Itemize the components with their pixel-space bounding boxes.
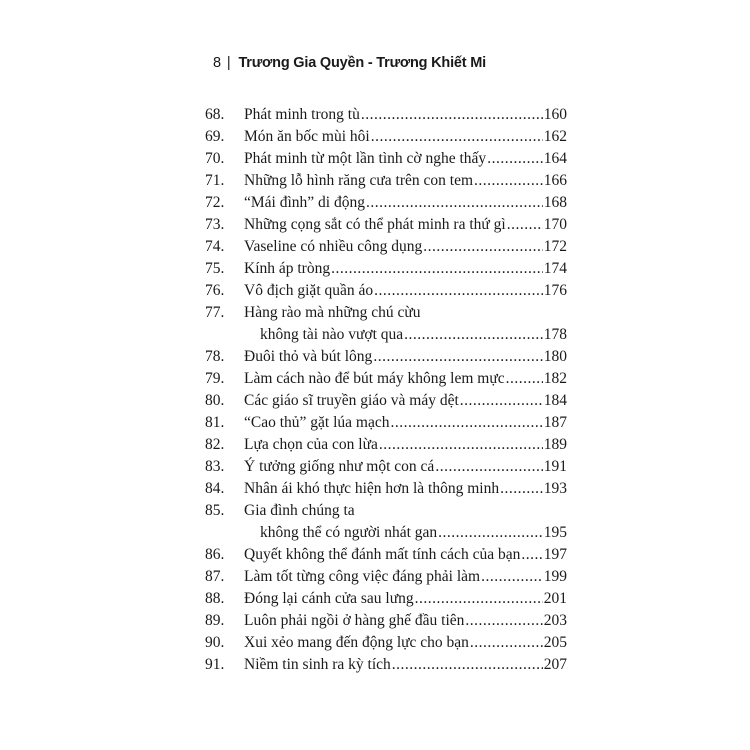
- toc-entry-number: 71.: [205, 172, 225, 189]
- toc-entry-body: [244, 148, 567, 170]
- toc-entry: [205, 390, 567, 412]
- toc-entry-title: Đóng lại cánh cửa sau lưng: [244, 590, 414, 607]
- toc-entry-number: 91.: [205, 656, 225, 673]
- toc-entry-page: 189: [543, 436, 567, 453]
- toc-entry-number: 78.: [205, 348, 225, 365]
- toc-entry-line: [244, 500, 567, 522]
- table-of-contents: [205, 104, 567, 676]
- toc-entry: [205, 214, 567, 236]
- toc-entry-title: Món ăn bốc mùi hôi: [244, 128, 370, 145]
- toc-entry-body: [244, 654, 567, 676]
- toc-entry-page: 187: [543, 414, 567, 431]
- toc-entry-body: [244, 302, 567, 346]
- toc-entry: [205, 192, 567, 214]
- toc-entry-line: [244, 214, 567, 236]
- toc-entry: [205, 566, 567, 588]
- header-separator: |: [226, 55, 231, 71]
- toc-entry-line: [244, 302, 567, 324]
- toc-entry-body: [244, 170, 567, 192]
- toc-entry: [205, 434, 567, 456]
- toc-leader-dots: [371, 126, 543, 148]
- toc-entry-page: 176: [543, 282, 567, 299]
- toc-leader-dots: [438, 522, 543, 544]
- toc-entry-number: 89.: [205, 612, 225, 629]
- toc-leader-dots: [465, 610, 542, 632]
- toc-entry-page: 170: [543, 216, 567, 233]
- toc-entry-page: 180: [543, 348, 567, 365]
- toc-entry-line: [244, 368, 567, 390]
- toc-entry-title: “Cao thủ” gặt lúa mạch: [244, 414, 390, 431]
- toc-entry-page: 172: [543, 238, 567, 255]
- toc-entry: [205, 654, 567, 676]
- toc-entry-title: Lựa chọn của con lừa: [244, 436, 378, 453]
- toc-entry-number: 73.: [205, 216, 225, 233]
- toc-entry-body: [244, 566, 567, 588]
- toc-entry-line: [244, 280, 567, 302]
- toc-entry-number: 72.: [205, 194, 225, 211]
- toc-entry: [205, 258, 567, 280]
- toc-entry-page: 168: [543, 194, 567, 211]
- toc-entry-body: [244, 456, 567, 478]
- toc-leader-dots: [373, 346, 542, 368]
- toc-entry-line: [244, 324, 567, 346]
- toc-entry-number: 90.: [205, 634, 225, 651]
- toc-entry-line: [244, 390, 567, 412]
- toc-entry-title: Quyết không thể đánh mất tính cách của bạn: [244, 546, 521, 563]
- toc-entry-page: 205: [543, 634, 567, 651]
- toc-entry-body: [244, 104, 567, 126]
- toc-entry-line: [244, 610, 567, 632]
- toc-entry-line: [244, 148, 567, 170]
- toc-entry-number: 68.: [205, 106, 225, 123]
- toc-leader-dots: [423, 236, 543, 258]
- toc-entry-page: 166: [543, 172, 567, 189]
- toc-entry-page: 182: [543, 370, 567, 387]
- toc-entry-line: [244, 632, 567, 654]
- toc-entry-page: 160: [543, 106, 567, 123]
- toc-entry-title: “Mái đình” di động: [244, 194, 365, 211]
- toc-entry-line: [244, 412, 567, 434]
- toc-entry-line: [244, 346, 567, 368]
- toc-leader-dots: [415, 588, 543, 610]
- toc-entry-title: Những cọng sắt có thể phát minh ra thứ gì: [244, 216, 506, 233]
- toc-entry: [205, 544, 567, 566]
- toc-entry: [205, 126, 567, 148]
- toc-leader-dots: [474, 170, 543, 192]
- toc-entry-title: Phát minh từ một lần tình cờ nghe thấy: [244, 150, 487, 167]
- toc-entry-page: 207: [543, 656, 567, 673]
- toc-entry-line: [244, 434, 567, 456]
- toc-entry-page: 174: [543, 260, 567, 277]
- toc-leader-dots: [500, 478, 543, 500]
- page-number: 8: [213, 55, 221, 71]
- toc-entry: [205, 302, 567, 346]
- toc-entry-number: 77.: [205, 304, 225, 321]
- toc-entry-line: [244, 104, 567, 126]
- toc-entry-number: 85.: [205, 502, 225, 519]
- toc-entry-number: 84.: [205, 480, 225, 497]
- toc-entry: [205, 478, 567, 500]
- toc-leader-dots: [460, 390, 543, 412]
- toc-entry-body: [244, 632, 567, 654]
- toc-entry-line: [244, 258, 567, 280]
- toc-entry-page: 162: [543, 128, 567, 145]
- toc-leader-dots: [404, 324, 543, 346]
- toc-entry: [205, 148, 567, 170]
- toc-entry-page: 164: [543, 150, 567, 167]
- toc-entry-number: 79.: [205, 370, 225, 387]
- toc-entry-body: [244, 214, 567, 236]
- toc-entry-page: 193: [543, 480, 567, 497]
- toc-leader-dots: [506, 368, 543, 390]
- toc-entry: [205, 104, 567, 126]
- toc-entry-title: Phát minh trong tù: [244, 106, 360, 123]
- toc-entry-page: 178: [543, 326, 567, 343]
- toc-entry: [205, 500, 567, 544]
- toc-entry-body: [244, 236, 567, 258]
- toc-entry-title: Các giáo sĩ truyền giáo và máy dệt: [244, 392, 459, 409]
- toc-entry-body: [244, 126, 567, 148]
- toc-entry-page: 199: [543, 568, 567, 585]
- toc-entry-number: 74.: [205, 238, 225, 255]
- toc-entry-title: không thể có người nhát gan: [260, 524, 438, 541]
- toc-leader-dots: [470, 632, 543, 654]
- toc-entry-title: Làm cách nào để bút máy không lem mực: [244, 370, 505, 387]
- toc-leader-dots: [521, 544, 542, 566]
- toc-entry: [205, 456, 567, 478]
- toc-entry: [205, 236, 567, 258]
- toc-entry-line: [244, 478, 567, 500]
- toc-entry-body: [244, 390, 567, 412]
- toc-entry-title: Luôn phải ngồi ở hàng ghế đầu tiên: [244, 612, 465, 629]
- toc-entry: [205, 588, 567, 610]
- toc-leader-dots: [390, 412, 542, 434]
- toc-entry-line: [244, 126, 567, 148]
- toc-entry-title: Những lỗ hình răng cưa trên con tem: [244, 172, 474, 189]
- toc-leader-dots: [366, 192, 543, 214]
- toc-entry-number: 69.: [205, 128, 225, 145]
- toc-leader-dots: [507, 214, 543, 236]
- toc-entry-number: 80.: [205, 392, 225, 409]
- toc-entry-number: 81.: [205, 414, 225, 431]
- toc-entry-page: 184: [543, 392, 567, 409]
- toc-entry-title: Nhân ái khó thực hiện hơn là thông minh: [244, 480, 500, 497]
- toc-entry-line: [244, 236, 567, 258]
- toc-entry-number: 88.: [205, 590, 225, 607]
- toc-entry-body: [244, 588, 567, 610]
- toc-entry-body: [244, 434, 567, 456]
- toc-entry-title: Gia đình chúng ta: [244, 502, 355, 519]
- toc-entry: [205, 346, 567, 368]
- toc-entry-line: [244, 192, 567, 214]
- running-header: [213, 52, 486, 74]
- toc-entry-number: 83.: [205, 458, 225, 475]
- toc-entry-body: [244, 368, 567, 390]
- toc-entry-body: [244, 478, 567, 500]
- toc-entry-title: Niềm tin sinh ra kỳ tích: [244, 656, 391, 673]
- toc-entry-title: Xui xẻo mang đến động lực cho bạn: [244, 634, 469, 651]
- toc-leader-dots: [481, 566, 543, 588]
- toc-entry: [205, 170, 567, 192]
- toc-entry-body: [244, 192, 567, 214]
- toc-leader-dots: [435, 456, 542, 478]
- toc-entry-page: 191: [543, 458, 567, 475]
- toc-entry-title: Vaseline có nhiều công dụng: [244, 238, 423, 255]
- toc-entry: [205, 368, 567, 390]
- toc-entry-body: [244, 412, 567, 434]
- toc-entry-body: [244, 346, 567, 368]
- toc-entry: [205, 280, 567, 302]
- toc-entry-line: [244, 654, 567, 676]
- toc-leader-dots: [487, 148, 543, 170]
- toc-entry-body: [244, 258, 567, 280]
- toc-entry-title: Ý tưởng giống như một con cá: [244, 458, 435, 475]
- toc-entry-title: Hàng rào mà những chú cừu: [244, 304, 421, 321]
- toc-entry-page: 201: [543, 590, 567, 607]
- toc-entry-page: 195: [543, 524, 567, 541]
- toc-entry-body: [244, 280, 567, 302]
- toc-entry-title: không tài nào vượt qua: [260, 326, 404, 343]
- toc-entry-line: [244, 170, 567, 192]
- toc-entry-body: [244, 544, 567, 566]
- toc-entry-number: 70.: [205, 150, 225, 167]
- toc-entry-number: 76.: [205, 282, 225, 299]
- toc-leader-dots: [331, 258, 543, 280]
- toc-entry-page: 197: [543, 546, 567, 563]
- toc-entry-line: [244, 544, 567, 566]
- toc-entry-line: [244, 522, 567, 544]
- toc-entry: [205, 412, 567, 434]
- toc-leader-dots: [379, 434, 543, 456]
- toc-entry-body: [244, 610, 567, 632]
- toc-entry-number: 86.: [205, 546, 225, 563]
- toc-entry-number: 82.: [205, 436, 225, 453]
- toc-leader-dots: [374, 280, 543, 302]
- toc-leader-dots: [361, 104, 543, 126]
- toc-entry-title: Đuôi thỏ và bút lông: [244, 348, 373, 365]
- toc-entry-line: [244, 588, 567, 610]
- toc-entry-line: [244, 456, 567, 478]
- toc-entry-body: [244, 500, 567, 544]
- toc-entry-title: Kính áp tròng: [244, 260, 331, 277]
- toc-entry-number: 87.: [205, 568, 225, 585]
- toc-entry-number: 75.: [205, 260, 225, 277]
- toc-entry: [205, 610, 567, 632]
- running-title: Trương Gia Quyền - Trương Khiết Mi: [238, 55, 486, 71]
- toc-entry-page: 203: [543, 612, 567, 629]
- toc-entry: [205, 632, 567, 654]
- toc-leader-dots: [392, 654, 543, 676]
- toc-entry-title: Làm tốt từng công việc đáng phải làm: [244, 568, 481, 585]
- toc-entry-title: Vô địch giặt quần áo: [244, 282, 374, 299]
- toc-entry-line: [244, 566, 567, 588]
